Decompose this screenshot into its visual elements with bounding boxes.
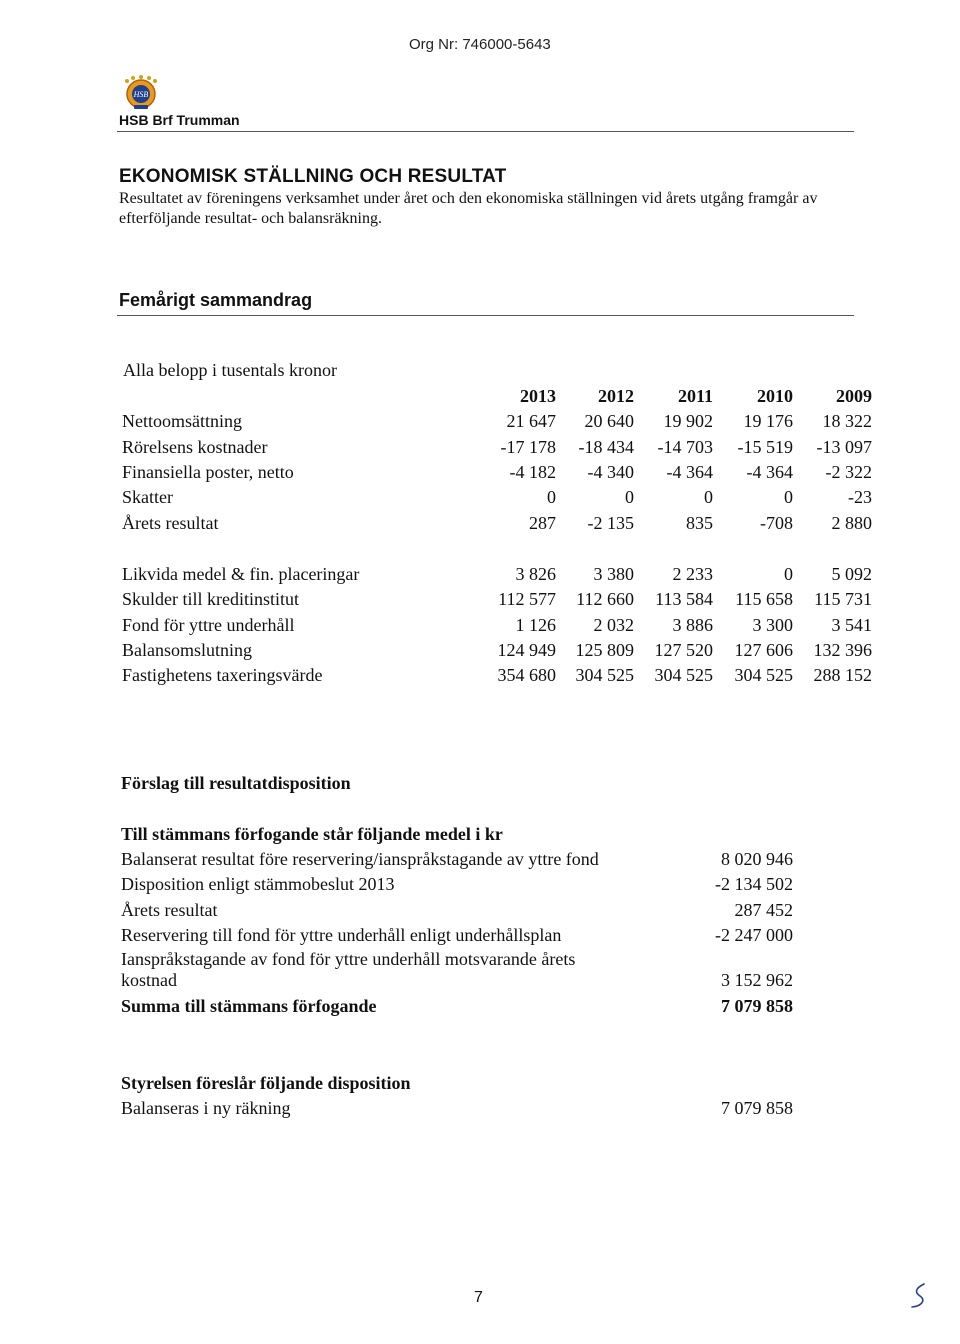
row-label: Fastighetens taxeringsvärde — [122, 665, 323, 685]
cell: 3 300 — [752, 615, 793, 635]
row-label: Finansiella poster, netto — [122, 462, 294, 482]
cell: 115 731 — [814, 589, 872, 609]
cell: 304 525 — [654, 665, 713, 685]
cell: 3 886 — [672, 615, 713, 635]
item-value: -2 247 000 — [715, 925, 793, 945]
association-name: HSB Brf Trumman — [119, 112, 240, 128]
org-number: Org Nr: 746000-5643 — [409, 36, 551, 53]
board-item-value: 7 079 858 — [721, 1098, 793, 1118]
item-label: Reservering till fond för yttre underhåll enligt underhållsplan — [121, 925, 562, 945]
cell: 0 — [704, 487, 713, 507]
page-number: 7 — [474, 1289, 483, 1306]
item-label: Årets resultat — [121, 900, 218, 920]
unit-note: Alla belopp i tusentals kronor — [123, 360, 337, 380]
cell: -4 340 — [587, 462, 634, 482]
item-value: 8 020 946 — [721, 849, 793, 869]
cell: 0 — [784, 564, 793, 584]
year-header: 2010 — [757, 386, 793, 406]
cell: 132 396 — [813, 640, 872, 660]
cell: -4 182 — [509, 462, 556, 482]
cell: 112 577 — [498, 589, 556, 609]
summary-title: Femårigt sammandrag — [119, 290, 313, 310]
cell: -708 — [760, 513, 793, 533]
row-label: Balansomslutning — [122, 640, 252, 660]
cell: 0 — [784, 487, 793, 507]
cell: -4 364 — [666, 462, 713, 482]
cell: 115 658 — [735, 589, 793, 609]
summary-row-rorelsens-kostnader — [0, 437, 960, 463]
cell: -14 703 — [657, 437, 713, 457]
row-label: Årets resultat — [122, 513, 219, 533]
cell: 21 647 — [506, 411, 556, 431]
cell: 2 233 — [672, 564, 713, 584]
cell: -2 322 — [825, 462, 872, 482]
board-item-label: Balanseras i ny räkning — [121, 1098, 291, 1118]
summary-row-taxeringsvarde — [0, 665, 960, 691]
svg-text:HSB: HSB — [133, 90, 149, 99]
item-label: Disposition enligt stämmobeslut 2013 — [121, 874, 395, 894]
cell: 3 541 — [831, 615, 872, 635]
cell: -13 097 — [816, 437, 872, 457]
cell: 19 176 — [743, 411, 793, 431]
cell: 18 322 — [822, 411, 872, 431]
summary-row-skatter — [0, 487, 960, 513]
cell: 0 — [547, 487, 556, 507]
proposal-title: Förslag till resultatdisposition — [121, 773, 351, 793]
cell: 5 092 — [831, 564, 872, 584]
row-label: Skulder till kreditinstitut — [122, 589, 299, 609]
cell: 127 606 — [734, 640, 793, 660]
cell: 20 640 — [584, 411, 634, 431]
cell: 19 902 — [663, 411, 713, 431]
cell: 125 809 — [575, 640, 634, 660]
cell: 0 — [625, 487, 634, 507]
cell: 113 584 — [655, 589, 713, 609]
section-title: EKONOMISK STÄLLNING OCH RESULTAT — [119, 166, 507, 187]
item-value: -2 134 502 — [715, 874, 793, 894]
cell: -23 — [848, 487, 872, 507]
row-label: Likvida medel & fin. placeringar — [122, 564, 360, 584]
summary-row-balansomslutning — [0, 640, 960, 666]
cell: -4 364 — [746, 462, 793, 482]
cell: -17 178 — [500, 437, 556, 457]
cell: 2 880 — [831, 513, 872, 533]
cell: 3 380 — [593, 564, 634, 584]
row-label: Skatter — [122, 487, 173, 507]
year-header: 2013 — [520, 386, 556, 406]
row-label: Rörelsens kostnader — [122, 437, 268, 457]
cell: 112 660 — [576, 589, 634, 609]
cell: 835 — [686, 513, 713, 533]
summary-row-likvida-medel — [0, 564, 960, 590]
summary-row-fond — [0, 615, 960, 641]
summary-row-arets-resultat — [0, 513, 960, 539]
cell: 304 525 — [575, 665, 634, 685]
row-label: Nettoomsättning — [122, 411, 242, 431]
cell: 287 — [529, 513, 556, 533]
year-header: 2011 — [677, 386, 713, 406]
cell: 354 680 — [497, 665, 556, 685]
hsb-logo-icon — [118, 72, 164, 112]
cell: -15 519 — [737, 437, 793, 457]
summary-row-nettoomsattning — [0, 411, 960, 437]
board-heading-label: Styrelsen föreslår följande disposition — [121, 1073, 411, 1093]
row-label: Fond för yttre underhåll — [122, 615, 295, 635]
cell: 288 152 — [813, 665, 872, 685]
header-divider — [117, 131, 854, 132]
cell: 1 126 — [515, 615, 556, 635]
year-header: 2009 — [836, 386, 872, 406]
handwritten-initial-icon — [908, 1280, 932, 1310]
summary-divider — [117, 315, 854, 316]
item-label: Balanserat resultat före reservering/ianspråkstagande av yttre fond — [121, 849, 599, 869]
cell: 127 520 — [654, 640, 713, 660]
cell: -2 135 — [587, 513, 634, 533]
summary-row-finansiella-poster — [0, 462, 960, 488]
item-value: 287 452 — [734, 900, 793, 920]
cell: 304 525 — [734, 665, 793, 685]
summary-row-skulder — [0, 589, 960, 615]
section-intro: Resultatet av föreningens verksamhet under året och den ekonomiska ställningen vid årets utgång framgår av efterföljande resultat- och balansräkning. — [119, 190, 818, 227]
cell: 2 032 — [593, 615, 634, 635]
total-label: Summa till stämmans förfogande — [121, 996, 377, 1016]
year-header: 2012 — [598, 386, 634, 406]
available-heading-label: Till stämmans förfogande står följande medel i kr — [121, 824, 503, 844]
summary-header-row — [0, 386, 960, 412]
item-label: Ianspråkstagande av fond för yttre underhåll motsvarande årets kostnad — [121, 949, 576, 990]
total-value: 7 079 858 — [721, 996, 793, 1016]
cell: -18 434 — [578, 437, 634, 457]
item-value: 3 152 962 — [721, 970, 793, 990]
cell: 3 826 — [515, 564, 556, 584]
cell: 124 949 — [497, 640, 556, 660]
